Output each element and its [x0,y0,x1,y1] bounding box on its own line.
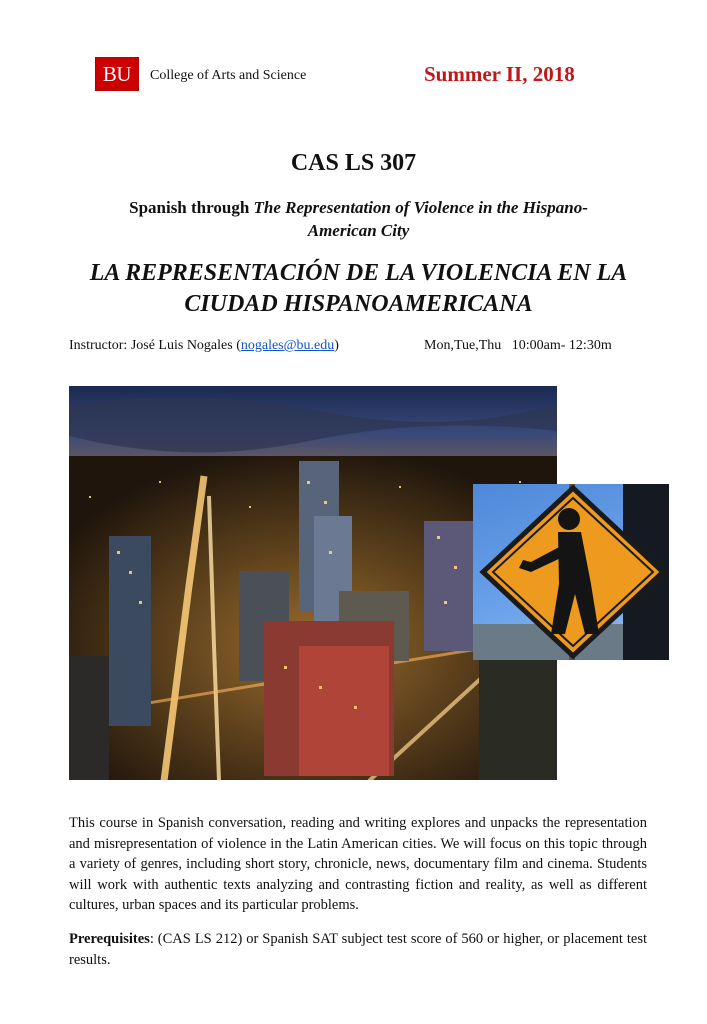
college-name: College of Arts and Science [150,68,307,83]
term-label: Summer II, 2018 [424,62,575,86]
instructor-label-end: ) [334,338,339,353]
prerequisites-text: : (CAS LS 212) or Spanish SAT subject test score of 560 or higher, or placement test results. [69,931,647,968]
warning-sign-drawing [473,484,669,660]
spanish-title: LA REPRESENTACIÓN DE LA VIOLENCIA EN LA CIUDAD HISPANOAMERICANA [89,260,628,317]
subtitle-prefix: Spanish through [129,198,254,217]
instructor-email-link[interactable]: nogales@bu.edu [240,338,335,353]
class-schedule: Mon,Tue,Thu 10:00am- 12:30m [424,338,612,353]
subtitle-italic: The Representation of Violence in the Hispano-American City [253,198,588,240]
instructor-line [69,338,339,354]
warning-sign-image [473,484,669,660]
instructor-label: Instructor: José Luis Nogales ( [69,338,241,353]
course-description: This course in Spanish conversation, reading and writing explores and unpacks the representation and misrepresentation of violence in the Latin American cities. We will focus on this topic through a variety of genres, including short story, chronicle, news, documentary film and cinema. Students will work with authentic texts analyzing and contrasting fiction and reality, as well as different cultures, urban spaces and its particular problems. [69,815,647,914]
course-code: CAS LS 307 [290,150,417,176]
prerequisites-label: Prerequisites [69,931,150,947]
course-subtitle [95,196,622,242]
prerequisites [69,929,647,970]
bu-logo: BU [95,57,139,91]
